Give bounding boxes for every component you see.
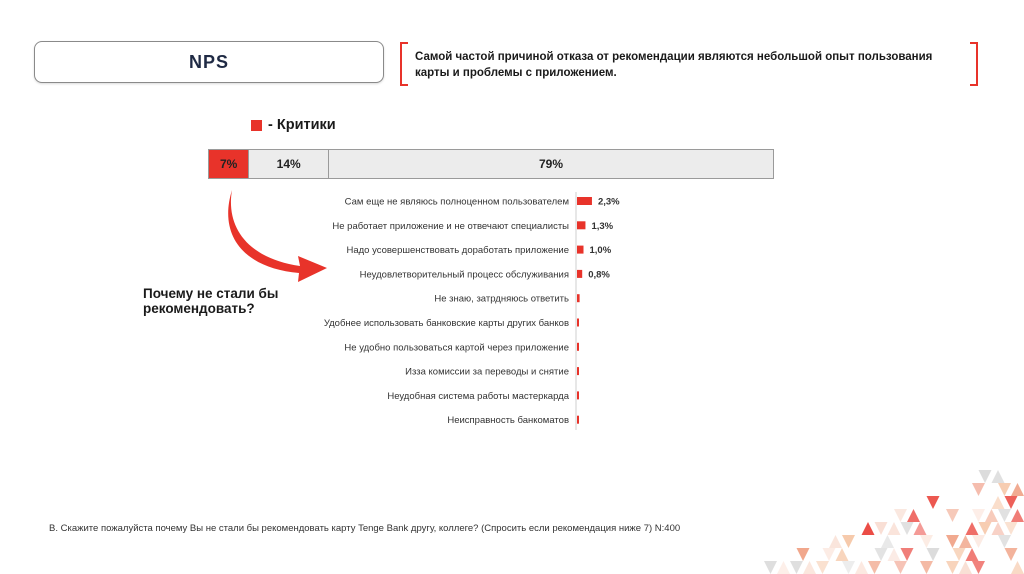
category-label: Неисправность банкоматов xyxy=(447,415,569,427)
category-label: Неудовлетворительный процесс обслуживания xyxy=(359,269,569,281)
decor-triangle xyxy=(985,509,998,522)
decor-triangle xyxy=(966,548,979,561)
category-label: Не знаю, затрдняюсь ответить xyxy=(434,293,569,305)
category-label: Неудобная система работы мастеркарда xyxy=(387,390,569,402)
decor-triangle xyxy=(972,535,985,548)
category-label: Изза комиссии за переводы и снятие xyxy=(405,366,569,378)
decor-triangle xyxy=(979,470,992,483)
decor-triangle xyxy=(1005,522,1018,535)
decor-triangle xyxy=(855,561,868,574)
question-text: Почему не стали бы рекомендовать? xyxy=(143,286,279,316)
decor-triangle xyxy=(875,522,888,535)
decor-triangle xyxy=(927,548,940,561)
decor-triangle xyxy=(816,561,829,574)
decor-triangle xyxy=(992,470,1005,483)
value-label: 1,3% xyxy=(591,220,614,232)
decor-triangle xyxy=(842,535,855,548)
decor-triangle xyxy=(972,483,985,496)
bar xyxy=(577,221,585,229)
decor-triangle xyxy=(946,535,959,548)
category-label: Не удобно пользоваться картой через приложение xyxy=(344,342,569,354)
bar xyxy=(577,294,580,302)
decor-triangle xyxy=(881,535,894,548)
decor-triangle xyxy=(907,509,920,522)
decor-triangle xyxy=(959,561,972,574)
decor-triangle xyxy=(797,548,810,561)
footnote: B. Скажите пожалуйста почему Вы не стали бы рекомендовать карту Tenge Bank другу, коллеге? (Спросить если рекомендация ниже 7) N:400 xyxy=(49,523,681,534)
bar xyxy=(577,416,579,424)
decor-triangle xyxy=(836,548,849,561)
bar xyxy=(577,343,579,351)
decor-triangle xyxy=(894,561,907,574)
decor-triangle xyxy=(972,509,985,522)
decor-triangle xyxy=(959,535,972,548)
decor-triangle xyxy=(927,496,940,509)
decor-triangle xyxy=(998,535,1011,548)
decor-triangle xyxy=(992,522,1005,535)
page-title: NPS xyxy=(188,51,229,72)
decor-triangle xyxy=(829,535,842,548)
legend-label: - Критики xyxy=(268,117,336,133)
value-label: 0,8% xyxy=(588,269,610,281)
decor-triangle xyxy=(901,548,914,561)
arrow-icon xyxy=(228,190,327,282)
decor-triangle xyxy=(901,522,914,535)
decor-triangle xyxy=(790,561,803,574)
decor-triangle xyxy=(953,548,966,561)
bar xyxy=(577,319,579,327)
decor-triangle xyxy=(764,561,777,574)
decor-triangle xyxy=(1011,483,1024,496)
decor-triangle xyxy=(888,548,901,561)
decor-triangle xyxy=(998,509,1011,522)
decor-triangle xyxy=(862,522,875,535)
decor-triangle xyxy=(894,509,907,522)
decor-triangle xyxy=(1005,496,1018,509)
decorative-triangles xyxy=(764,470,1024,574)
value-label: 2,3% xyxy=(597,196,620,208)
decor-triangle xyxy=(1011,561,1024,574)
decor-triangle xyxy=(972,561,985,574)
bar xyxy=(577,367,579,375)
decor-triangle xyxy=(998,483,1011,496)
decor-triangle xyxy=(842,561,855,574)
decor-triangle xyxy=(823,548,836,561)
category-label: Сам еще не являюсь полноценном пользователем xyxy=(344,196,569,208)
category-label: Надо усовершенствовать доработать приложение xyxy=(346,245,569,257)
bar xyxy=(577,197,592,205)
decor-triangle xyxy=(992,496,1005,509)
decor-triangle xyxy=(946,509,959,522)
headline-text: Самой частой причиной отказа от рекомендации являются небольшой опыт пользования карты и проблемы с приложением. xyxy=(415,51,933,79)
nps-segment: 7% xyxy=(208,149,249,179)
category-label: Удобнее использовать банковские карты других банков xyxy=(323,318,569,329)
value-label: 1,0% xyxy=(589,245,612,257)
decor-triangle xyxy=(979,522,992,535)
decor-triangle xyxy=(920,561,933,574)
nps-segment: 14% xyxy=(249,149,329,179)
bar xyxy=(577,391,579,399)
decor-triangle xyxy=(914,522,927,535)
decor-triangle xyxy=(777,561,790,574)
decor-triangle xyxy=(920,535,933,548)
bar xyxy=(577,246,584,254)
decor-triangle xyxy=(1011,509,1024,522)
category-label: Не работает приложение и не отвечают специалисты xyxy=(332,220,569,232)
decor-triangle xyxy=(888,522,901,535)
bar xyxy=(577,270,582,278)
decor-triangle xyxy=(966,522,979,535)
decor-triangle xyxy=(868,561,881,574)
nps-segment: 79% xyxy=(329,149,774,179)
decor-triangle xyxy=(946,561,959,574)
decor-triangle xyxy=(1005,548,1018,561)
decor-triangle xyxy=(875,548,888,561)
decor-triangle xyxy=(803,561,816,574)
